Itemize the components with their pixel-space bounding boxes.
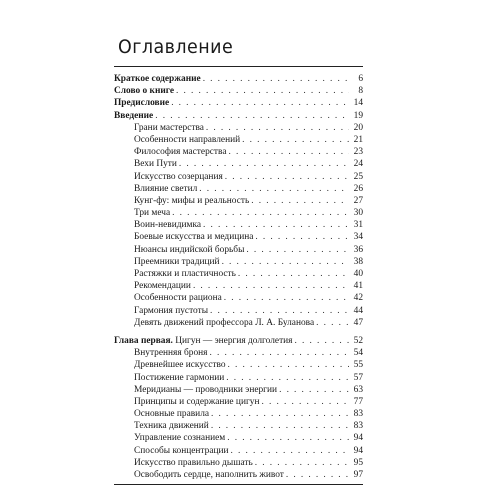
toc-page-number: 54 — [353, 348, 363, 359]
toc-entry-text: Кунг-фу: мифы и реальность — [134, 195, 250, 206]
toc-entry[interactable] — [114, 384, 363, 396]
toc-entry-text: Нюансы индийской борьбы — [134, 244, 245, 255]
toc-entry-title — [114, 335, 293, 347]
toc-entry-title — [134, 396, 260, 408]
toc-page-number: 52 — [353, 335, 363, 346]
toc-entry-title — [134, 420, 209, 432]
toc-entry[interactable] — [114, 171, 363, 183]
toc-entry[interactable] — [114, 292, 363, 304]
page-title: Оглавление — [118, 36, 234, 58]
toc-entry-text: Особенности направлений — [134, 134, 241, 145]
toc-entry[interactable] — [114, 420, 363, 432]
toc-page-number: 38 — [353, 256, 363, 267]
dot-leader — [279, 384, 349, 396]
toc-page-number: 95 — [353, 457, 363, 468]
toc-entry[interactable] — [114, 73, 363, 85]
toc-entry[interactable] — [114, 335, 363, 347]
toc-entry-title — [114, 85, 174, 97]
toc-entry-text: Искусство правильно дышать — [134, 457, 253, 468]
dot-leader — [203, 73, 349, 85]
toc-page-number: 34 — [353, 232, 363, 243]
toc-page-number: 97 — [353, 470, 363, 480]
toc-entry[interactable] — [114, 432, 363, 444]
toc-entry-title — [134, 195, 249, 207]
toc-entry-text: Боевые искусства и медицина — [134, 232, 254, 243]
dot-leader — [242, 134, 349, 146]
dot-leader — [295, 335, 350, 347]
toc-entry-text: Освободить сердце, наполнить живот — [134, 470, 284, 480]
toc-entry-bold-title: Предисловие — [114, 98, 170, 109]
toc-entry[interactable] — [114, 122, 363, 134]
toc-entry-title — [134, 256, 220, 268]
toc-entry[interactable] — [114, 408, 363, 420]
toc-entry-text: Способы концентрации — [134, 445, 229, 456]
toc-page-number: 55 — [353, 360, 363, 371]
toc-page-number: 31 — [353, 220, 363, 231]
dot-leader — [251, 195, 349, 207]
toc-entry[interactable] — [114, 305, 363, 317]
toc-entry-text: Девять движений профессора Л. А. Буланова — [134, 317, 315, 328]
dot-leader — [286, 469, 349, 481]
toc-entry-text: Особенности рациона — [134, 293, 222, 304]
toc-page-number: 26 — [353, 183, 363, 194]
toc-entry-text: Воин-невидимка — [134, 220, 202, 231]
toc-entry-title — [134, 280, 191, 292]
toc-page-number: 21 — [353, 134, 363, 145]
dot-leader — [228, 146, 349, 158]
toc-entry-title — [134, 359, 226, 371]
toc-entry-text: Техника движений — [134, 421, 209, 432]
dot-leader — [316, 317, 349, 329]
toc-page-number: 63 — [353, 384, 363, 395]
toc-entry-bold-title: Глава первая. — [114, 335, 173, 346]
dot-leader — [203, 219, 349, 231]
toc-entry-text: Рекомендации — [134, 281, 191, 292]
toc-entry[interactable] — [114, 231, 363, 243]
dot-leader — [210, 347, 350, 359]
toc-entry-title — [134, 134, 240, 146]
toc-entry[interactable] — [114, 372, 363, 384]
toc-entry-title — [134, 445, 229, 457]
toc-entry-title — [134, 317, 314, 329]
toc-entry-title — [134, 219, 201, 231]
toc-entry-title — [114, 97, 169, 109]
dot-leader — [211, 420, 349, 432]
toc-entry[interactable] — [114, 97, 363, 109]
dot-leader — [255, 231, 349, 243]
toc-page-number: 14 — [353, 98, 363, 109]
toc-entry-title — [134, 158, 177, 170]
toc-entry-text: Гармония пустоты — [134, 305, 209, 316]
toc-entry-title — [134, 268, 236, 280]
toc-page-number: 6 — [358, 74, 363, 84]
toc-page-number: 47 — [353, 317, 363, 328]
toc-page-number: 23 — [353, 147, 363, 158]
toc-entry-title — [134, 347, 208, 359]
dot-leader — [193, 280, 349, 292]
toc-entry-title — [134, 432, 225, 444]
toc-page-number: 44 — [353, 305, 363, 316]
dot-leader — [224, 292, 349, 304]
toc-entry-title — [134, 244, 244, 256]
toc-entry[interactable] — [114, 268, 363, 280]
toc-entry[interactable] — [114, 207, 363, 219]
toc-entry-text: Грани мастерства — [134, 122, 204, 133]
toc-page-number: 36 — [353, 244, 363, 255]
dot-leader — [238, 268, 349, 280]
toc-entry-title — [134, 305, 208, 317]
toc-entry[interactable] — [114, 469, 363, 481]
toc-page-number: 42 — [353, 293, 363, 304]
dot-leader — [262, 396, 349, 408]
dot-leader — [210, 305, 349, 317]
dot-leader — [211, 408, 349, 420]
toc-entry[interactable] — [114, 244, 363, 256]
toc-page-number: 30 — [353, 208, 363, 219]
toc-entry-title — [114, 110, 153, 122]
toc-page-number: 41 — [353, 281, 363, 292]
toc-entry[interactable] — [114, 457, 363, 469]
toc-entry-title — [134, 292, 222, 304]
toc-entry[interactable] — [114, 256, 363, 268]
toc-entry[interactable] — [114, 134, 363, 146]
toc-page-number: 57 — [353, 372, 363, 383]
toc-page-number: 83 — [353, 421, 363, 432]
toc-entry-text: Основные правила — [134, 409, 210, 420]
toc-page-number: 24 — [353, 159, 363, 170]
toc-entry-title — [134, 207, 170, 219]
toc-entry-text: Влияние светил — [134, 183, 198, 194]
toc-entry-text: Древнейшее искусство — [134, 360, 226, 371]
top-divider — [114, 66, 363, 67]
toc-entry-text: Преемники традиций — [134, 256, 220, 267]
toc-entry-title — [134, 146, 226, 158]
dot-leader — [176, 85, 349, 97]
toc-entry[interactable] — [114, 317, 363, 329]
toc-page-number: 94 — [353, 433, 363, 444]
toc-entry[interactable] — [114, 347, 363, 359]
dot-leader — [179, 158, 349, 170]
toc-entry[interactable] — [114, 158, 363, 170]
dot-leader — [228, 359, 349, 371]
toc-entry-title — [134, 231, 253, 243]
toc-entry-title — [134, 457, 253, 469]
dot-leader — [155, 110, 349, 122]
toc-entry-text: Философия мастерства — [134, 147, 227, 158]
toc-entry[interactable] — [114, 359, 363, 371]
toc-entry-title — [134, 469, 284, 481]
toc-entry-title — [114, 73, 201, 85]
dot-leader — [231, 445, 349, 457]
toc-entry-text: Меридианы — проводники энергии — [134, 384, 278, 395]
toc-page-number: 25 — [353, 171, 363, 182]
bottom-divider — [114, 484, 363, 485]
toc-entry-text: Постижение гармонии — [134, 372, 225, 383]
toc-entry[interactable] — [114, 146, 363, 158]
toc-entry-text: Цигун — энергия долголетия — [172, 335, 293, 346]
dot-leader — [172, 207, 349, 219]
toc-entry-bold-title: Введение — [114, 110, 154, 121]
toc-page-number: 83 — [353, 409, 363, 420]
toc-entry-title — [134, 122, 204, 134]
toc-entry-title — [134, 384, 277, 396]
toc-entry-bold-title: Слово о книге — [114, 86, 175, 97]
toc-page-number: 94 — [353, 445, 363, 456]
dot-leader — [222, 256, 349, 268]
dot-leader — [199, 183, 349, 195]
toc-entry-text: Управление сознанием — [134, 433, 226, 444]
dot-leader — [225, 171, 349, 183]
toc-entry[interactable] — [114, 280, 363, 292]
toc-page-number: 77 — [353, 396, 363, 407]
toc-entry-text: Три меча — [134, 208, 171, 219]
toc-entry[interactable] — [114, 110, 363, 122]
toc-page-number: 40 — [353, 269, 363, 279]
toc-entry[interactable] — [114, 219, 363, 231]
toc-entry-title — [134, 372, 224, 384]
toc-page-number: 8 — [358, 86, 363, 97]
dot-leader — [206, 122, 349, 134]
toc-entry[interactable] — [114, 85, 363, 97]
dot-leader — [226, 372, 349, 384]
dot-leader — [227, 432, 349, 444]
toc-entry-title — [134, 171, 223, 183]
toc-entry[interactable] — [114, 195, 363, 207]
toc-entry-text: Вехи Пути — [134, 159, 177, 170]
toc-entry-text: Растяжки и пластичность — [134, 269, 236, 279]
dot-leader — [255, 457, 349, 469]
toc-entry-title — [134, 408, 209, 420]
toc-page-number: 20 — [353, 122, 363, 133]
toc-entry[interactable] — [114, 183, 363, 195]
table-of-contents — [114, 73, 363, 481]
dot-leader — [171, 97, 349, 109]
toc-entry-text: Искусство созерцания — [134, 171, 223, 182]
toc-page-number: 19 — [353, 110, 363, 121]
toc-entry-text: Внутренняя броня — [134, 348, 208, 359]
toc-page-number: 27 — [353, 195, 363, 206]
toc-entry[interactable] — [114, 445, 363, 457]
toc-entry[interactable] — [114, 396, 363, 408]
toc-entry-title — [134, 183, 197, 195]
toc-entry-text: Принципы и содержание цигун — [134, 396, 260, 407]
dot-leader — [246, 244, 349, 256]
toc-entry-bold-title: Краткое содержание — [114, 74, 201, 84]
